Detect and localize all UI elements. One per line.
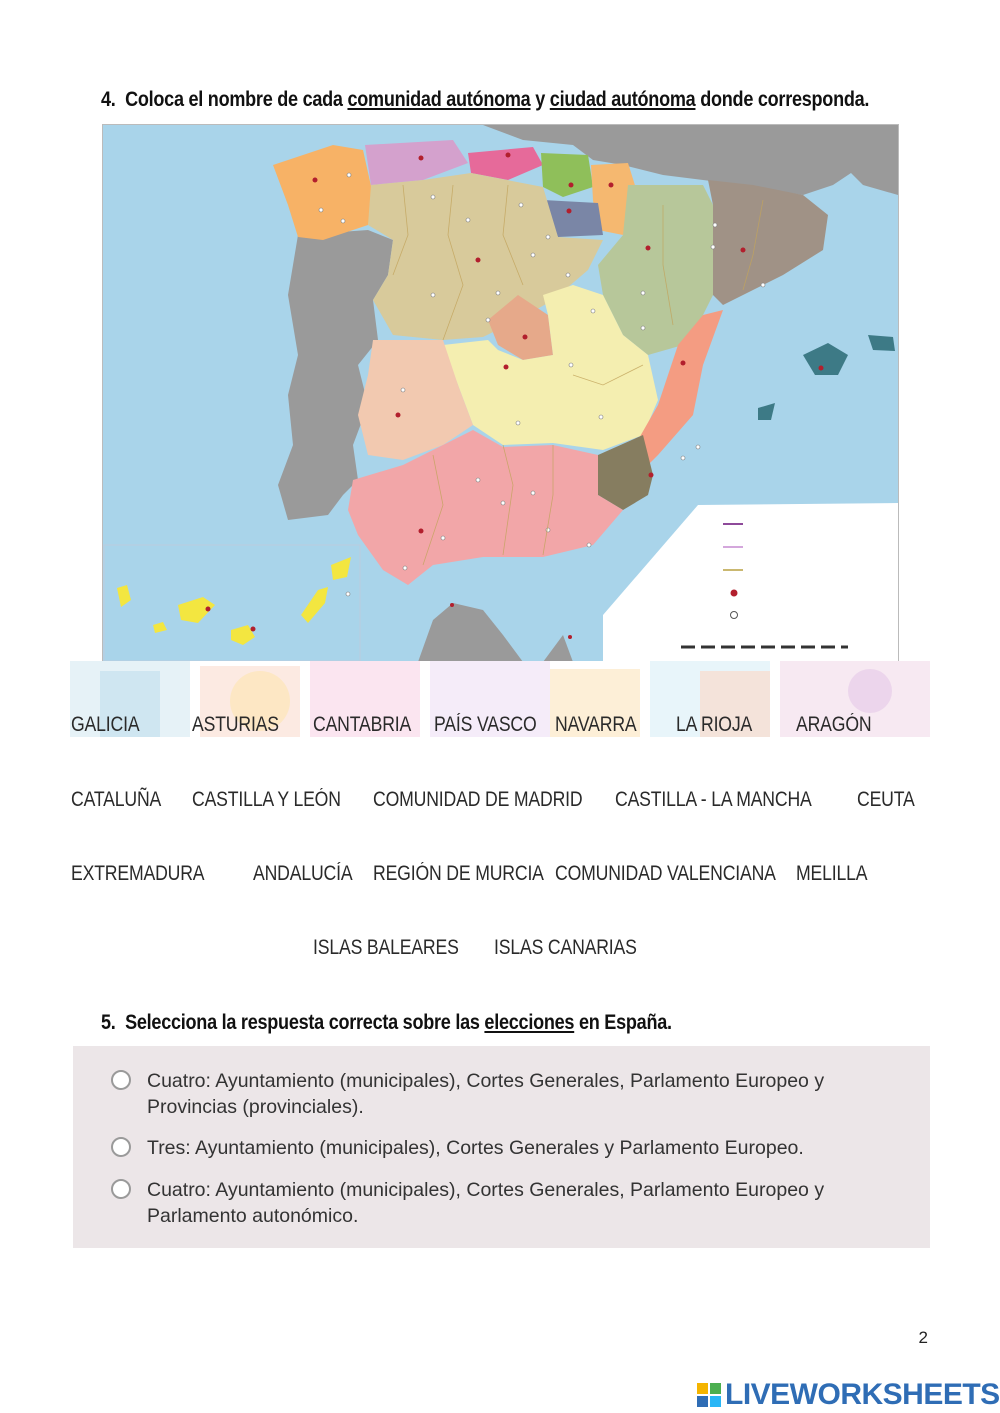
city-dot — [531, 253, 535, 257]
city-dot — [531, 491, 535, 495]
answer-option-1[interactable] — [111, 1068, 897, 1120]
city-dot — [346, 592, 350, 596]
city-dot — [403, 566, 407, 570]
city-dot — [569, 363, 573, 367]
logo-square — [710, 1383, 721, 1394]
capital-dot — [504, 365, 509, 370]
city-dot — [546, 235, 550, 239]
capital-dot — [251, 627, 256, 632]
city-dot — [431, 195, 435, 199]
question-5-title: 5. Selecciona la respuesta correcta sobre las elecciones en España. — [101, 1011, 672, 1034]
capital-dot — [450, 603, 454, 607]
city-dot — [441, 536, 445, 540]
word-melilla[interactable]: MELILLA — [796, 862, 868, 885]
city-dot — [696, 445, 700, 449]
city-dot — [761, 283, 765, 287]
capital-dot — [649, 473, 654, 478]
capital-dot — [419, 156, 424, 161]
word-cataluna[interactable]: CATALUÑA — [71, 788, 162, 811]
word-la-rioja[interactable]: LA RIOJA — [676, 713, 753, 736]
liveworksheets-icon — [697, 1383, 721, 1407]
city-dot — [347, 173, 351, 177]
city-dot — [516, 421, 520, 425]
capital-dot — [819, 366, 824, 371]
banner-shape — [848, 669, 892, 713]
capital-dot — [681, 361, 686, 366]
city-dot — [431, 293, 435, 297]
city-dot — [681, 456, 685, 460]
word-comunidad-valenciana[interactable]: COMUNIDAD VALENCIANA — [555, 862, 776, 885]
word-galicia[interactable]: GALICIA — [71, 713, 140, 736]
word-islas-canarias[interactable]: ISLAS CANARIAS — [494, 936, 637, 959]
city-dot — [641, 291, 645, 295]
city-dot — [591, 309, 595, 313]
map-svg — [103, 125, 898, 662]
capital-dot — [523, 335, 528, 340]
capital-dot — [476, 258, 481, 263]
word-andalucia[interactable]: ANDALUCÍA — [253, 862, 353, 885]
city-dot — [599, 415, 603, 419]
word-extremadura[interactable]: EXTREMADURA — [71, 862, 205, 885]
radio-button[interactable] — [111, 1070, 131, 1090]
capital-dot — [419, 529, 424, 534]
city-dot — [711, 245, 715, 249]
question-4-title: 4. Coloca el nombre de cada comunidad autónoma y ciudad autónoma donde corresponda. — [101, 88, 870, 111]
city-dot — [519, 203, 523, 207]
capital-dot — [313, 178, 318, 183]
city-dot — [476, 478, 480, 482]
city-dot — [641, 326, 645, 330]
city-dot — [496, 291, 500, 295]
word-comunidad-de-madrid[interactable]: COMUNIDAD DE MADRID — [373, 788, 583, 811]
city-dot — [501, 501, 505, 505]
answer-option-label: Cuatro: Ayuntamiento (municipales), Cortes Generales, Parlamento Europeo y Provincias (provinciales). — [147, 1070, 825, 1118]
word-castilla-la-mancha[interactable]: CASTILLA - LA MANCHA — [615, 788, 812, 811]
legend-city-dot — [731, 612, 738, 619]
word-region-de-murcia[interactable]: REGIÓN DE MURCIA — [373, 862, 544, 885]
answer-options-panel — [73, 1046, 930, 1248]
word-islas-baleares[interactable]: ISLAS BALEARES — [313, 936, 459, 959]
capital-dot — [568, 635, 572, 639]
word-asturias[interactable]: ASTURIAS — [192, 713, 279, 736]
logo-square — [697, 1396, 708, 1407]
answer-option-3[interactable] — [111, 1177, 897, 1229]
logo-square — [710, 1396, 721, 1407]
answer-option-label: Cuatro: Ayuntamiento (municipales), Cortes Generales, Parlamento Europeo y Parlamento autonómico. — [147, 1179, 825, 1227]
word-ceuta[interactable]: CEUTA — [857, 788, 915, 811]
city-dot — [341, 219, 345, 223]
word-cantabria[interactable]: CANTABRIA — [313, 713, 412, 736]
capital-dot — [741, 248, 746, 253]
brand-name: LIVEWORKSHEETS — [725, 1378, 1000, 1411]
city-dot — [466, 218, 470, 222]
radio-button[interactable] — [111, 1137, 131, 1157]
logo-square — [697, 1383, 708, 1394]
word-navarra[interactable]: NAVARRA — [555, 713, 637, 736]
city-dot — [486, 318, 490, 322]
city-dot — [319, 208, 323, 212]
capital-dot — [569, 183, 574, 188]
capital-dot — [646, 246, 651, 251]
city-dot — [566, 273, 570, 277]
word-pais-vasco[interactable]: PAÍS VASCO — [434, 713, 537, 736]
legend-capital-dot — [731, 590, 738, 597]
capital-dot — [396, 413, 401, 418]
spain-autonomous-communities-map — [102, 124, 899, 663]
answer-option-2[interactable] — [111, 1135, 897, 1161]
word-castilla-y-leon[interactable]: CASTILLA Y LEÓN — [192, 788, 341, 811]
answer-option-label: Tres: Ayuntamiento (municipales), Cortes Generales y Parlamento Europeo. — [147, 1137, 804, 1159]
page-number: 2 — [918, 1328, 928, 1347]
capital-dot — [506, 153, 511, 158]
city-dot — [587, 543, 591, 547]
city-dot — [713, 223, 717, 227]
radio-button[interactable] — [111, 1179, 131, 1199]
capital-dot — [567, 209, 572, 214]
liveworksheets-logo — [697, 1378, 1000, 1412]
capital-dot — [609, 183, 614, 188]
word-aragon[interactable]: ARAGÓN — [796, 713, 872, 736]
city-dot — [401, 388, 405, 392]
capital-dot — [206, 607, 211, 612]
